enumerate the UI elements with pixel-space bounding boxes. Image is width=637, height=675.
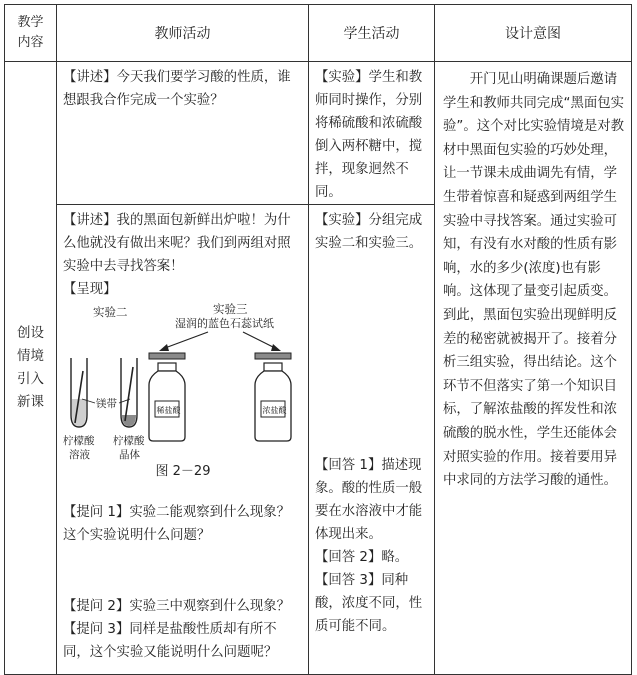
exp3-title: 实验三 xyxy=(213,303,248,316)
bottle-dilute-hcl-icon xyxy=(149,353,185,441)
arrow-left-icon xyxy=(159,344,169,351)
teacher-narration-1: 【讲述】今天我们要学习酸的性质，谁想跟我合作完成一个实验？ xyxy=(63,70,291,108)
spacer xyxy=(63,571,302,595)
header-intent: 设计意图 xyxy=(435,5,632,62)
student-cell-1 xyxy=(309,62,435,205)
tube1-label-b: 溶液 xyxy=(69,449,90,461)
lesson-plan-table xyxy=(4,4,632,675)
header-student: 学生活动 xyxy=(309,5,435,62)
category-cell xyxy=(5,62,57,675)
tube1-label-a: 柠檬酸 xyxy=(63,435,95,447)
header-teacher: 教师活动 xyxy=(57,5,309,62)
student-experiment-2: 【实验】分组完成实验二和实验三。 xyxy=(315,213,423,251)
tube2-label-a: 柠檬酸 xyxy=(113,435,145,447)
student-answer-1: 【回答 1】描述现象。酸的性质一般要在水溶液中才能体现出来。 xyxy=(315,458,423,542)
bottle1-label: 稀盐酸 xyxy=(156,406,181,415)
design-intent-text: 开门见山明确课题后邀请学生和教师共同完成“黑面包实验”。这个对比实验情境是对教材中黑面包实验的巧妙处理，让一节课未成曲调先有情，学生带着惊喜和疑惑到两组学生实验中寻找答案。通过实验可知，有没有水对酸的性质有影响，水的多少(浓度)也有影响。这体现了量变引起质变。到此，黑面包实验出现鲜明反差的秘密就被揭开了。接着分析三组实验，得出结论。这个环节不但落实了第一个知识目标，了解浓盐酸的挥发性和浓硫酸的脱水性，学生还能体会对照实验的作用。接着要用异中求同的方法学习酸的通性。 xyxy=(443,72,625,489)
teacher-cell-1 xyxy=(57,62,309,205)
header-content: 教学内容 xyxy=(5,5,57,62)
exp2-title: 实验二 xyxy=(93,305,128,319)
bottle2-label: 浓盐酸 xyxy=(262,406,287,415)
spacer xyxy=(63,547,302,571)
spacer xyxy=(315,255,428,454)
student-cell-2 xyxy=(309,205,435,675)
intent-cell xyxy=(435,62,632,675)
test-tube-2-icon xyxy=(121,358,137,427)
teacher-question-1: 【提问 1】实验二能观察到什么现象？这个实验说明什么问题？ xyxy=(63,505,291,543)
category-label: 创设情境引入新课 xyxy=(17,325,44,410)
teacher-narration-2: 【讲述】我的黑面包新鲜出炉啦！为什么他就没有做出来呢？我们到两组对照实验中去寻找答案！ xyxy=(63,213,291,274)
student-answer-2: 【回答 2】略。 xyxy=(315,550,409,565)
teacher-question-2: 【提问 2】实验三中观察到什么现象？ xyxy=(63,599,291,614)
figure-caption: 图 2－29 xyxy=(155,464,211,479)
experiment-figure xyxy=(63,303,303,501)
teacher-present: 【呈现】 xyxy=(63,282,117,297)
ribbon-label: 镁带 xyxy=(96,398,117,410)
tube2-label-b: 晶体 xyxy=(119,449,140,461)
experiment-diagram xyxy=(63,303,303,479)
bottle-concentrated-hcl-icon xyxy=(255,353,291,441)
teacher-cell-2 xyxy=(57,205,309,675)
student-answer-3: 【回答 3】同种酸，浓度不同，性质可能不同。 xyxy=(315,573,423,634)
exp3-subtitle: 湿润的蓝色石蕊试纸 xyxy=(175,317,274,330)
teacher-question-3: 【提问 3】同样是盐酸性质却有所不同，这个实验又能说明什么问题呢？ xyxy=(63,622,278,660)
test-tube-1-icon xyxy=(71,358,87,427)
arrow-right-icon xyxy=(271,344,281,351)
student-experiment-1: 【实验】学生和教师同时操作，分别将稀硫酸和浓硫酸倒入两杯糖中，搅拌，现象迥然不同。 xyxy=(315,70,423,200)
